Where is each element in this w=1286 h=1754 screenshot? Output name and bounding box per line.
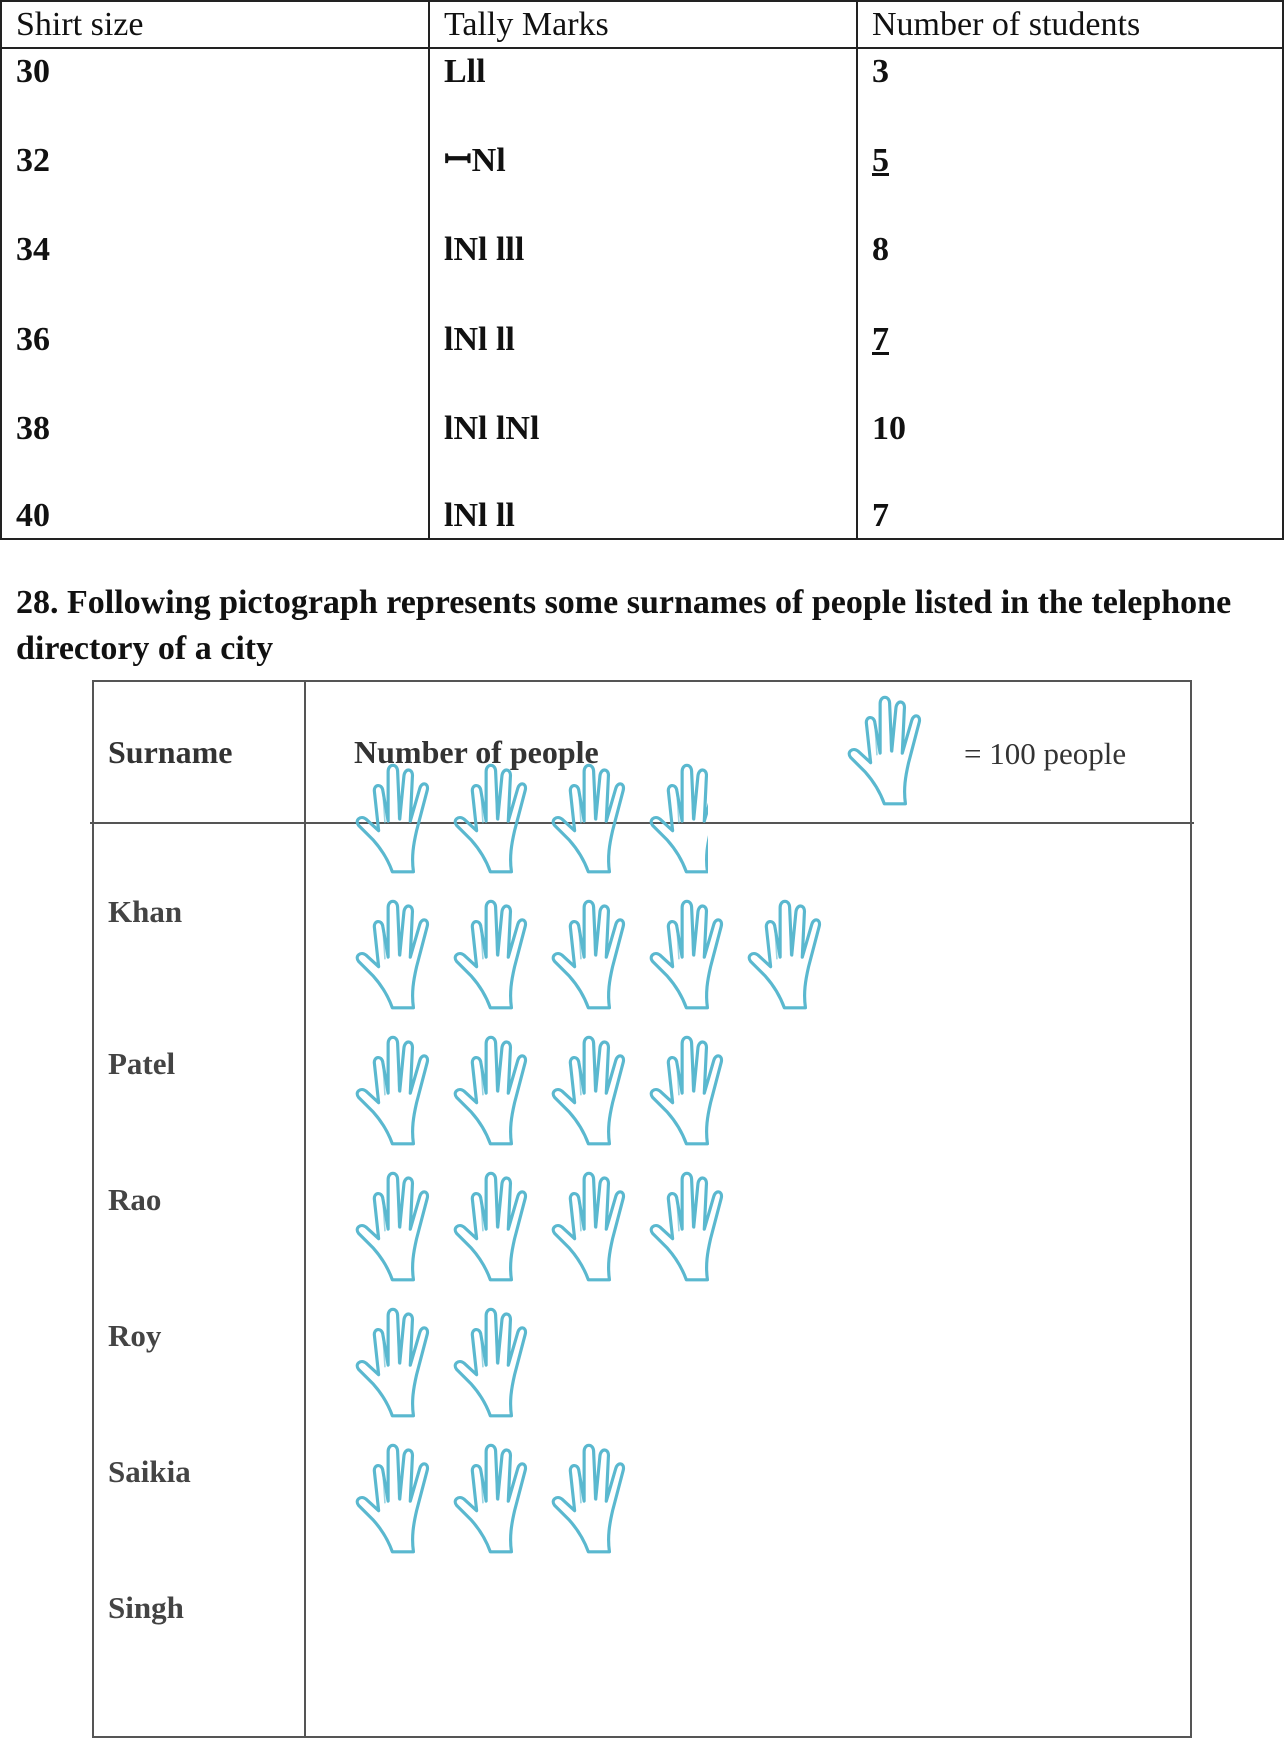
surname-label: Khan xyxy=(108,894,183,929)
cell-count: 8 xyxy=(872,231,889,268)
cell-tally: lNl lll xyxy=(444,231,525,268)
hand-icon xyxy=(548,896,654,1012)
hand-icon xyxy=(352,760,458,876)
half-hand-icon xyxy=(646,760,752,876)
header-divider xyxy=(2,47,1282,49)
legend-key: = 100 people xyxy=(964,736,1127,771)
hand-icon xyxy=(450,1032,556,1148)
hand-icon xyxy=(548,1032,654,1148)
hand-icon xyxy=(352,896,458,1012)
hand-icon xyxy=(450,1168,556,1284)
surname-label: Patel xyxy=(108,1046,176,1081)
hand-icon xyxy=(844,692,950,808)
cell-tally: Lll xyxy=(444,53,486,90)
header-number-of-students: Number of students xyxy=(872,6,1141,43)
header-number-of-people: Number of people xyxy=(354,734,599,770)
column-divider xyxy=(856,2,858,538)
header-surname: Surname xyxy=(108,734,233,770)
cell-size: 30 xyxy=(16,53,50,90)
header-tally-marks: Tally Marks xyxy=(444,6,609,43)
question-28: 28. Following pictograph represents some surnames of people listed in the telephone directory of a city xyxy=(16,584,1232,667)
cell-size: 36 xyxy=(16,321,50,358)
column-divider xyxy=(304,682,306,1736)
cell-tally: lNl ll xyxy=(444,497,515,534)
hand-icon xyxy=(352,1032,458,1148)
cell-size: 38 xyxy=(16,410,50,447)
hand-icon xyxy=(548,760,654,876)
surname-label: Singh xyxy=(108,1590,184,1625)
cell-tally: ꟷNl xyxy=(444,142,506,179)
cell-count: 7 xyxy=(872,497,889,534)
cell-tally: lNl ll xyxy=(444,321,515,358)
hand-icon xyxy=(450,760,556,876)
hand-icon xyxy=(450,1304,556,1420)
hand-icon xyxy=(352,1168,458,1284)
hand-icon xyxy=(646,1168,752,1284)
surname-label: Roy xyxy=(108,1318,162,1353)
surname-label: Rao xyxy=(108,1182,162,1217)
hand-icon xyxy=(450,896,556,1012)
cell-count: 7 xyxy=(872,321,889,358)
hand-icon xyxy=(646,1032,752,1148)
hand-icon xyxy=(352,1304,458,1420)
surname-label: Saikia xyxy=(108,1454,191,1489)
cell-count: 10 xyxy=(872,410,906,447)
shirt-size-table xyxy=(0,0,1284,540)
cell-count: 5 xyxy=(872,142,889,179)
hand-icon xyxy=(744,896,850,1012)
hand-icon xyxy=(450,1440,556,1556)
pictograph xyxy=(92,680,1192,1738)
cell-count: 3 xyxy=(872,53,889,90)
cell-size: 34 xyxy=(16,231,50,268)
hand-icon xyxy=(352,1440,458,1556)
hand-icon xyxy=(646,896,752,1012)
hand-icon xyxy=(548,1440,654,1556)
header-shirt-size: Shirt size xyxy=(16,6,144,43)
column-divider xyxy=(428,2,430,538)
cell-tally: lNl lNl xyxy=(444,410,540,447)
cell-size: 40 xyxy=(16,497,50,534)
hand-icon xyxy=(548,1168,654,1284)
cell-size: 32 xyxy=(16,142,50,179)
